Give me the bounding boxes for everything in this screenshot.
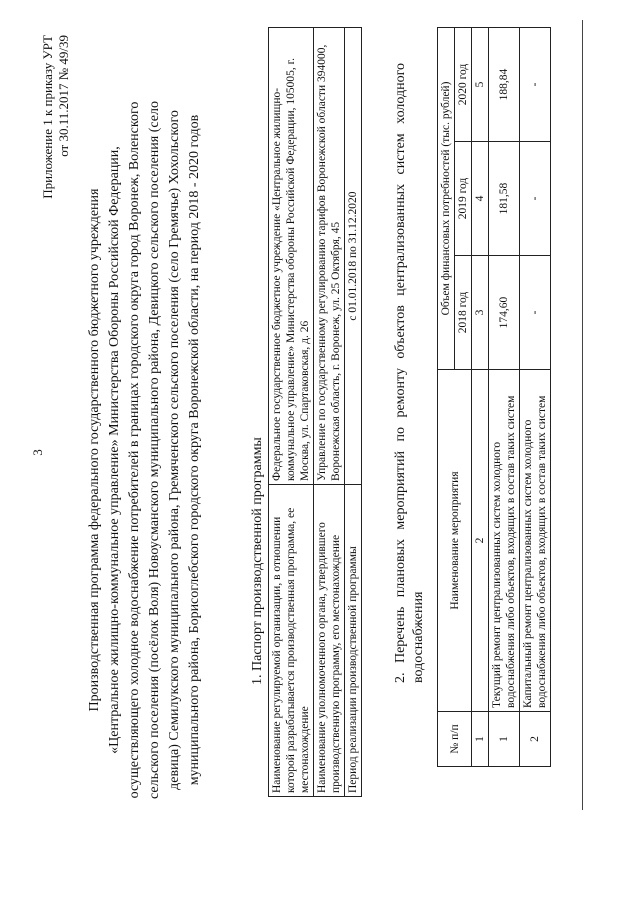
header-year: 2018 год bbox=[455, 256, 472, 370]
table-row bbox=[345, 28, 362, 797]
section-2-heading: 2. Перечень плановых мероприятий по ремонту объектов централизованных систем холодного водоснабжения bbox=[393, 63, 426, 683]
passport-value: с 01.01.2018 по 31.12.2020 bbox=[345, 28, 362, 485]
appendix-line-1: Приложение 1 к приказу УРТ bbox=[40, 35, 55, 199]
row-value-2018: 174,60 bbox=[489, 256, 520, 370]
header-volume: Объем финансовых потребностей (тыс. рублей) bbox=[438, 28, 455, 370]
passport-value: Федеральное государственное бюджетное учреждение «Центральное жилищно-коммунальное управление» Министерства обороны Российской Федерации, 105005, г. Москва, ул. Спартаковская, д. 26 bbox=[269, 28, 314, 485]
table-row bbox=[489, 28, 520, 767]
header-name: Наименование мероприятия bbox=[438, 370, 472, 712]
column-number: 3 bbox=[472, 256, 489, 370]
row-value-2019: - bbox=[520, 142, 551, 256]
passport-value: Управление по государственному регулированию тарифов Воронежской области 394000, Воронежская область, г. Воронеж, ул. 25 Октября, 45 bbox=[314, 28, 345, 485]
repair-plan-table bbox=[437, 27, 551, 767]
title-line-2: «Центральное жилищно-коммунальное управление» Министерства Обороны Российской Федерации, bbox=[107, 146, 122, 754]
title-line-5: девица) Семилукского муниципального района, Гремяченского сельского поселения (село Гремячье) Хохольского bbox=[167, 110, 182, 790]
title-line-3: осуществляющего холодное водоснабжение потребителей в границах городского округа город Воронеж, Воленского bbox=[127, 101, 142, 799]
table-row bbox=[314, 28, 345, 797]
title-line-6: муниципального района, Борисоглебского городского округа Воронежской области, на период 2018 - 2020 годов bbox=[187, 114, 202, 786]
row-name: Текущий ремонт централизованных систем холодного водоснабжения либо объектов, входящих в состав таких систем bbox=[489, 370, 520, 712]
page-number: 3 bbox=[30, 449, 45, 456]
table-header-row bbox=[438, 28, 455, 767]
row-value-2020: 188,84 bbox=[489, 28, 520, 142]
table-row bbox=[269, 28, 314, 797]
row-value-2019: 181,58 bbox=[489, 142, 520, 256]
section-1-heading: 1. Паспорт производственной программы bbox=[250, 437, 265, 685]
passport-label: Период реализации производственной программы bbox=[345, 485, 362, 797]
row-value-2018: - bbox=[520, 256, 551, 370]
bottom-divider bbox=[582, 20, 583, 810]
passport-label: Наименование регулируемой организации, в отношении которой разрабатывается производственная программа, ее местонахождение bbox=[269, 485, 314, 797]
appendix-note bbox=[40, 35, 72, 199]
header-year: 2019 год bbox=[455, 142, 472, 256]
table-row bbox=[520, 28, 551, 767]
column-number-row bbox=[472, 28, 489, 767]
column-number: 2 bbox=[472, 370, 489, 712]
appendix-line-2: от 30.11.2017 № 49/39 bbox=[56, 35, 71, 157]
header-year: 2020 год bbox=[455, 28, 472, 142]
passport-table bbox=[268, 27, 362, 797]
column-number: 1 bbox=[472, 712, 489, 767]
document-title bbox=[85, 90, 205, 810]
column-number: 4 bbox=[472, 142, 489, 256]
passport-label: Наименование уполномоченного органа, утвердившего производственную программу, его местонахождение bbox=[314, 485, 345, 797]
row-num: 1 bbox=[489, 712, 520, 767]
row-name: Капитальный ремонт централизованных систем холодного водоснабжения либо объектов, входящих в состав таких систем bbox=[520, 370, 551, 712]
title-line-1: Производственная программа федерального государственного бюджетного учреждения bbox=[87, 188, 102, 712]
row-num: 2 bbox=[520, 712, 551, 767]
header-num: № п/п bbox=[438, 712, 472, 767]
row-value-2020: - bbox=[520, 28, 551, 142]
title-line-4: сельского поселения (посёлок Воля) Новоусманского муниципального района, Девицкого сельского поселения (село bbox=[147, 101, 162, 799]
column-number: 5 bbox=[472, 28, 489, 142]
